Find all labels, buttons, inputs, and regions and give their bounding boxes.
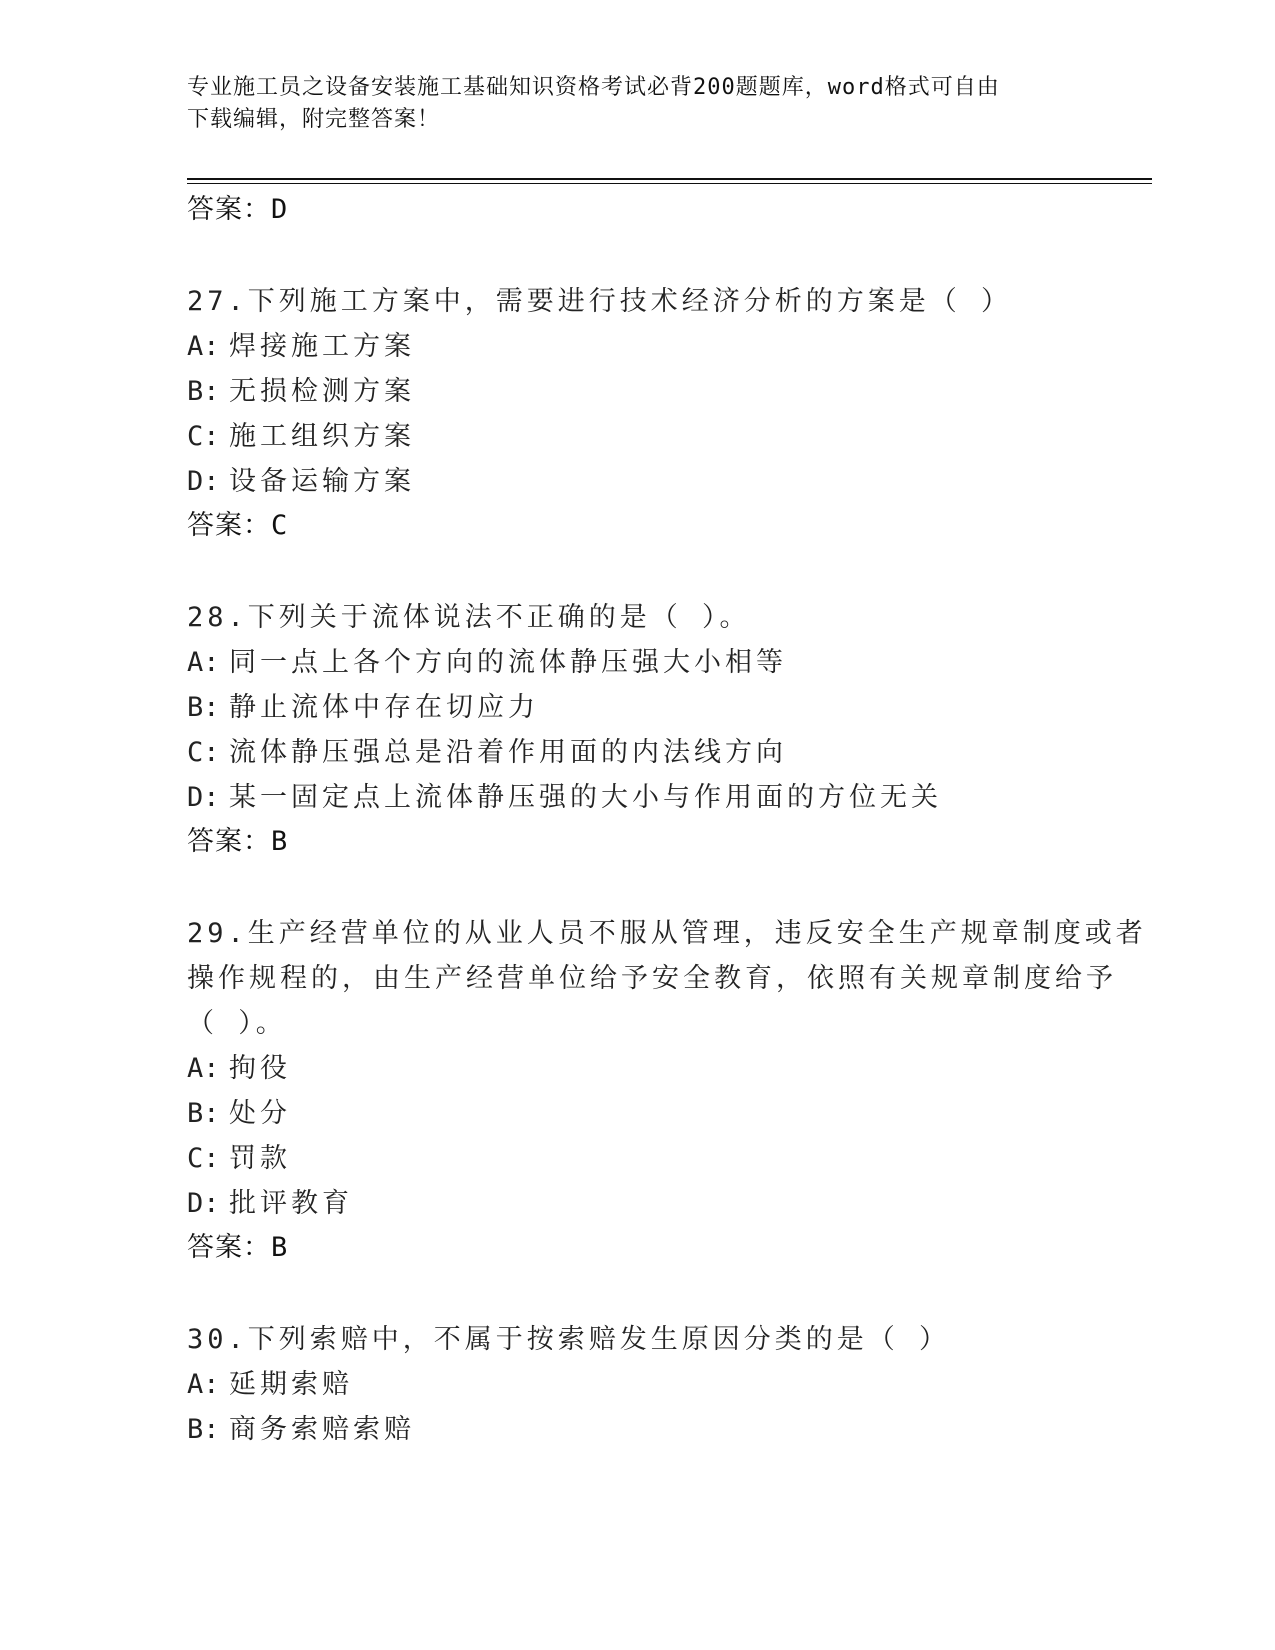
question-answer: 答案：C [187,510,289,541]
option-key: B: [187,692,220,723]
option-key: D: [187,1188,220,1219]
option-text: 流体静压强总是沿着作用面的内法线方向 [229,737,787,768]
question-text: 28.下列关于流体说法不正确的是（ ）。 [187,602,751,633]
option-key: C: [187,1143,220,1174]
header-title-line-1: 专业施工员之设备安装施工基础知识资格考试必背200题题库，word格式可自由 [187,75,1000,100]
option-key: D: [187,782,220,813]
option-text: 某一固定点上流体静压强的大小与作用面的方位无关 [229,782,942,813]
question-answer: 答案：B [187,1232,289,1263]
option-text: 拘役 [229,1053,291,1084]
option-key: C: [187,421,220,452]
question-list [187,188,1147,1499]
option-key: D: [187,466,220,497]
question-text-line-1: 29.生产经营单位的从业人员不服从管理，违反安全生产规章制度或者 [187,918,1147,949]
option-text: 焊接施工方案 [229,331,415,362]
option-c [187,730,1147,775]
option-key: B: [187,376,220,407]
option-b [187,369,1147,414]
option-text: 商务索赔索赔 [229,1414,415,1445]
option-text: 批评教育 [229,1188,353,1219]
option-key: A: [187,1053,220,1084]
option-key: A: [187,331,220,362]
option-a [187,1362,1147,1407]
question-29 [187,911,1147,1270]
option-text: 罚款 [229,1143,291,1174]
option-key: B: [187,1414,220,1445]
header-rule-thick [187,178,1152,180]
option-b [187,1407,1147,1452]
question-27 [187,279,1147,548]
option-key: A: [187,647,220,678]
option-text: 处分 [229,1098,291,1129]
option-c [187,414,1147,459]
option-text: 施工组织方案 [229,421,415,452]
option-d [187,459,1147,504]
option-key: C: [187,737,220,768]
option-key: A: [187,1369,220,1400]
option-a [187,324,1147,369]
header-rule-thin [187,183,1152,184]
option-a [187,1046,1147,1091]
question-text-line-2: 操作规程的，由生产经营单位给予安全教育，依照有关规章制度给予 [187,963,1117,994]
question-text-line-3: （ ）。 [187,1008,287,1039]
document-header [187,72,1087,136]
option-a [187,640,1147,685]
question-28 [187,595,1147,864]
question-30 [187,1317,1147,1452]
question-text: 30.下列索赔中，不属于按索赔发生原因分类的是（ ） [187,1324,951,1355]
option-text: 延期索赔 [229,1369,353,1400]
option-text: 设备运输方案 [229,466,415,497]
header-title-line-2: 下载编辑，附完整答案！ [187,107,441,132]
option-text: 同一点上各个方向的流体静压强大小相等 [229,647,787,678]
option-text: 无损检测方案 [229,376,415,407]
option-c [187,1136,1147,1181]
option-d [187,1181,1147,1226]
question-text: 27.下列施工方案中，需要进行技术经济分析的方案是（ ） [187,286,1013,317]
question-answer: 答案：B [187,826,289,857]
option-key: B: [187,1098,220,1129]
option-text: 静止流体中存在切应力 [229,692,539,723]
option-d [187,775,1147,820]
option-b [187,1091,1147,1136]
previous-question-answer: 答案：D [187,194,289,225]
option-b [187,685,1147,730]
